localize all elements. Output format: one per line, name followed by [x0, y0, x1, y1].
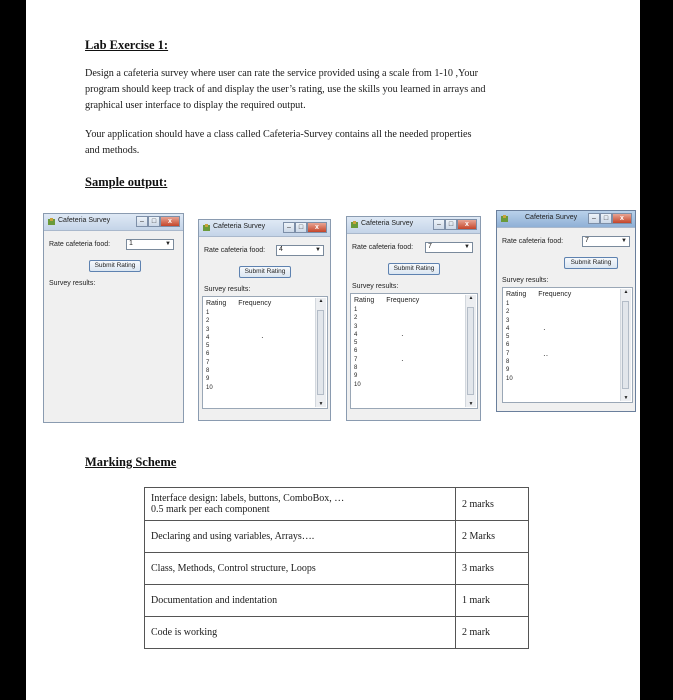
list-item: 6: [506, 342, 510, 349]
marking-table: [144, 487, 529, 649]
survey-results-label: Survey results:: [352, 283, 399, 290]
list-item: 4: [206, 334, 210, 341]
list-header: [506, 291, 571, 298]
criterion-cell: Documentation and indentation: [145, 585, 456, 617]
scroll-up-icon[interactable]: ▲: [318, 298, 324, 304]
results-listbox[interactable]: [350, 293, 478, 409]
minimize-icon[interactable]: –: [283, 222, 295, 233]
rate-label: Rate cafeteria food:: [352, 244, 414, 251]
rating-combobox[interactable]: [276, 245, 324, 256]
table-row: [145, 617, 529, 649]
list-header: [206, 300, 271, 307]
list-item: 3: [354, 323, 358, 330]
list-scrollbar[interactable]: [465, 295, 476, 407]
document-page: [26, 0, 640, 700]
list-item: 1: [354, 307, 358, 313]
survey-results-label: Survey results:: [502, 277, 549, 284]
chevron-down-icon: ▼: [165, 241, 171, 247]
list-item: 8: [506, 359, 510, 366]
survey-window-3: [346, 216, 481, 421]
list-item: 2: [206, 318, 210, 325]
marks-cell: 2 mark: [456, 617, 529, 649]
maximize-icon[interactable]: □: [600, 213, 612, 224]
requirement-line: and methods.: [85, 145, 140, 156]
app-icon: [48, 218, 56, 226]
list-item: 7: [206, 359, 210, 366]
window-title: Cafeteria Survey: [361, 220, 414, 227]
window-controls: [433, 219, 477, 230]
chevron-down-icon: ▼: [315, 247, 321, 253]
list-scrollbar[interactable]: [315, 298, 326, 407]
survey-window-4: [496, 210, 636, 412]
list-item: 2: [506, 309, 510, 316]
list-item: 3: [206, 326, 210, 333]
list-item: 9: [506, 367, 510, 374]
frequency-column-header: Frequency: [238, 300, 272, 307]
chevron-down-icon: ▼: [464, 244, 470, 250]
list-item: 5: [354, 340, 358, 347]
close-icon[interactable]: x: [307, 222, 327, 233]
criterion-cell: Class, Methods, Control structure, Loops: [145, 553, 456, 585]
description-paragraph: [85, 66, 555, 114]
requirement-paragraph: [85, 127, 555, 159]
criterion-cell: Declaring and using variables, Arrays….: [145, 521, 456, 553]
criterion-text: Interface design: labels, buttons, ComboBox, …: [151, 493, 345, 504]
scroll-down-icon[interactable]: ▼: [318, 401, 324, 407]
rate-label: Rate cafeteria food:: [204, 247, 266, 254]
window-title: Cafeteria Survey: [213, 223, 266, 230]
table-row: [145, 553, 529, 585]
marking-scheme-heading: Marking Scheme: [85, 455, 177, 469]
combobox-value: 4: [279, 246, 283, 253]
close-icon[interactable]: x: [612, 213, 632, 224]
app-icon: [501, 215, 509, 223]
maximize-icon[interactable]: □: [445, 219, 457, 230]
list-item: 1: [206, 310, 210, 316]
list-item: 5: [206, 343, 210, 350]
rating-column-header: Rating: [354, 297, 375, 304]
close-icon[interactable]: x: [457, 219, 477, 230]
minimize-icon[interactable]: –: [136, 216, 148, 227]
list-item: 10: [206, 384, 213, 391]
minimize-icon[interactable]: –: [588, 213, 600, 224]
results-listbox[interactable]: [502, 287, 633, 403]
scrollbar-thumb[interactable]: [622, 301, 629, 389]
scrollbar-thumb[interactable]: [467, 307, 474, 395]
rating-rows: [354, 306, 361, 389]
title-bar[interactable]: [347, 217, 480, 234]
list-header: [354, 297, 419, 304]
table-row: [145, 585, 529, 617]
list-item: 9: [206, 376, 210, 383]
list-item: 4: [354, 331, 358, 338]
rating-combobox[interactable]: [582, 236, 630, 247]
list-item: 7: [354, 356, 358, 363]
list-item: 6: [206, 351, 210, 358]
scroll-up-icon[interactable]: ▲: [468, 295, 474, 301]
submit-rating-button[interactable]: Submit Rating: [388, 263, 440, 275]
combobox-value: 7: [428, 243, 432, 250]
list-item: 10: [354, 381, 361, 388]
results-listbox[interactable]: [202, 296, 328, 409]
maximize-icon[interactable]: □: [295, 222, 307, 233]
frequency-column-header: Frequency: [538, 291, 572, 298]
list-item: 1: [506, 301, 510, 307]
description-line: program should keep track of and display the user’s rating, use the skills you learned in arrays and: [85, 84, 486, 95]
frequency-mark: ·: [401, 356, 404, 365]
submit-rating-button[interactable]: Submit Rating: [89, 260, 141, 272]
rating-column-header: Rating: [506, 291, 527, 298]
marks-cell: 2 Marks: [456, 521, 529, 553]
table-row: [145, 521, 529, 553]
list-item: 8: [206, 368, 210, 375]
scroll-down-icon[interactable]: ▼: [623, 395, 629, 401]
submit-rating-button[interactable]: Submit Rating: [564, 257, 618, 269]
title-bar[interactable]: [199, 220, 330, 237]
rate-label: Rate cafeteria food:: [49, 241, 111, 248]
requirement-line: Your application should have a class called Cafeteria-Survey contains all the needed properties: [85, 129, 472, 140]
close-icon[interactable]: x: [160, 216, 180, 227]
criterion-cell: Code is working: [145, 617, 456, 649]
window-title: Cafeteria Survey: [58, 217, 111, 224]
chevron-down-icon: ▼: [621, 238, 627, 244]
description-line: Design a cafeteria survey where user can rate the service provided using a scale from 1-10 ,Your: [85, 68, 479, 79]
list-item: 4: [506, 325, 510, 332]
rating-rows: [206, 309, 213, 392]
criterion-cell: [145, 488, 456, 521]
app-icon: [351, 221, 359, 229]
window-title: Cafeteria Survey: [525, 214, 578, 221]
scroll-down-icon[interactable]: ▼: [468, 401, 474, 407]
frequency-column-header: Frequency: [386, 297, 420, 304]
combobox-value: 1: [129, 240, 133, 247]
frequency-mark: ·: [543, 325, 546, 334]
sample-output-heading: Sample output:: [85, 175, 168, 189]
table-row: [145, 488, 529, 521]
title-bar[interactable]: [497, 211, 635, 228]
combobox-value: 7: [585, 237, 589, 244]
marks-cell: 1 mark: [456, 585, 529, 617]
list-item: 2: [354, 315, 358, 322]
survey-window-1: [43, 213, 184, 423]
survey-results-label: Survey results:: [49, 280, 96, 287]
exercise-heading: Lab Exercise 1:: [85, 38, 169, 52]
list-item: 3: [506, 317, 510, 324]
window-controls: [283, 222, 327, 233]
rating-combobox[interactable]: [126, 239, 174, 250]
window-controls: [588, 213, 632, 224]
app-icon: [203, 224, 211, 232]
minimize-icon[interactable]: –: [433, 219, 445, 230]
maximize-icon[interactable]: □: [148, 216, 160, 227]
list-item: 6: [354, 348, 358, 355]
frequency-mark: ·: [261, 333, 264, 342]
rating-combobox[interactable]: [425, 242, 473, 253]
survey-results-label: Survey results:: [204, 286, 251, 293]
description-line: graphical user interface to display the required output.: [85, 100, 306, 111]
frequency-mark: ··: [543, 351, 549, 360]
submit-rating-button[interactable]: Submit Rating: [239, 266, 291, 278]
list-item: 9: [354, 373, 358, 380]
marks-cell: 3 marks: [456, 553, 529, 585]
survey-window-2: [198, 219, 331, 421]
frequency-mark: ·: [401, 331, 404, 340]
list-item: 8: [354, 365, 358, 372]
rating-column-header: Rating: [206, 300, 227, 307]
scrollbar-thumb[interactable]: [317, 310, 324, 395]
list-scrollbar[interactable]: [620, 289, 631, 401]
rating-rows: [506, 300, 513, 383]
criterion-subtext: 0.5 mark per each component: [151, 504, 270, 515]
rate-label: Rate cafeteria food:: [502, 238, 564, 245]
list-item: 5: [506, 334, 510, 341]
window-controls: [136, 216, 180, 227]
title-bar[interactable]: [44, 214, 183, 231]
list-item: 7: [506, 350, 510, 357]
marks-cell: 2 marks: [456, 488, 529, 521]
scroll-up-icon[interactable]: ▲: [623, 289, 629, 295]
list-item: 10: [506, 375, 513, 382]
